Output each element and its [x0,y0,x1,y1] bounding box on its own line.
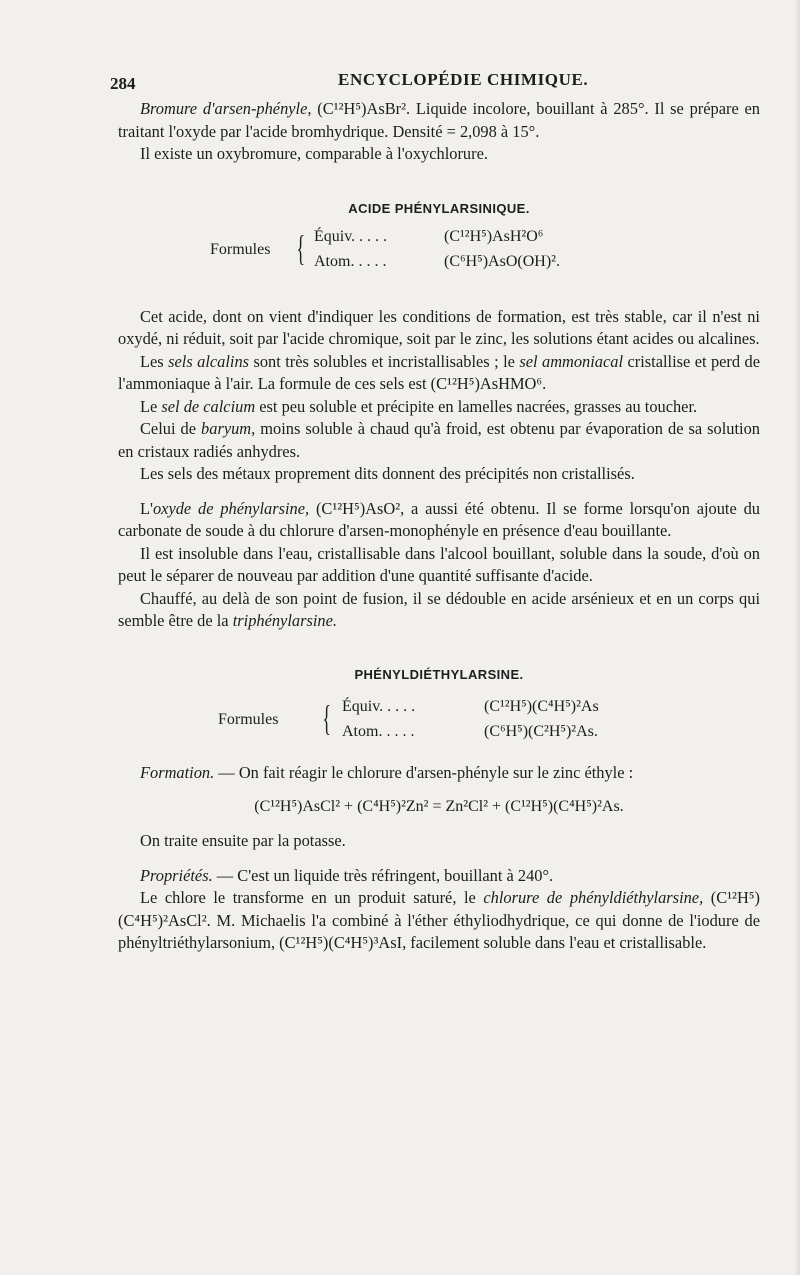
text-run: cristallise et perd de l'ammoniaque à l'air. La formule de ces sels est (C¹²H⁵)AsHMO⁶. [118,351,760,393]
text-run: moins soluble à chaud qu'à froid, est obtenu par évaporation de sa solution en cristaux radiés anhydres. [118,419,760,461]
page-number: 284 [110,74,136,93]
paragraph-text: (C¹²H⁵)AsBr². Liquide incolore, bouillant à 285°. Il se prépare en traitant l'oxyde par l'acide bromhydrique. Densité = 2,098 à 15°. [118,99,761,141]
formulas-block [118,698,760,748]
formulas-block [118,228,760,278]
paragraph-chlore [118,887,760,955]
section-title-phenyldiethylarsine: PHÉNYLDIÉTHYLARSINE. [354,666,524,682]
atom-label: Atom. . . . . [314,252,387,270]
italic-term: baryum, [201,419,256,438]
brace-icon: { [296,227,305,268]
paragraph-insoluble: Il est insoluble dans l'eau, cristallisable dans l'alcool bouillant, soluble dans la soude, d'où on peut le séparer de nouveau par addition d'une quantité suffisante d'acide. [118,543,760,585]
text-run: Chauffé, au delà de son point de fusion, il se dédouble en acide arsénieux et en un corps qui semble être de la [118,588,760,630]
formulas-label: Formules [210,240,271,258]
header-title: ENCYCLOPÉDIE CHIMIQUE. [338,70,589,89]
formulas-label: Formules [218,710,279,728]
reaction-equation: (C¹²H⁵)AsCl² + (C⁴H⁵)²Zn² = Zn²Cl² + (C¹²H⁵)(C⁴H⁵)²As. [254,798,624,815]
equiv-label: Équiv. . . . . [314,227,388,245]
paragraph-proprietes [118,865,760,888]
paragraph-sel-calcium [118,396,760,419]
text-run: — C'est un liquide très réfringent, bouillant à 240°. [216,865,554,885]
paragraph-formation [118,762,760,785]
paragraph-potasse: On traite ensuite par la potasse. [140,831,346,850]
atom-formula: (C⁶H⁵)AsO(OH)². [444,252,560,270]
italic-term: oxyde de phénylarsine, [152,498,310,518]
italic-term: chlorure de phényldiéthylarsine, [483,888,704,907]
italic-term: Propriétés. [140,865,213,885]
text-run: Le chlore le transforme en un produit saturé, le [140,888,476,907]
equiv-label: Équiv. . . . . [342,697,416,715]
paragraph-sels-alcalins [118,351,760,396]
atom-formula: (C⁶H⁵)(C²H⁵)²As. [484,722,598,740]
text-run: (C¹²H⁵)(C⁴H⁵)²AsCl². M. Michaelis l'a combiné à l'éther éthyliodhydrique, ce qui donne de l'iodure de phényltriéthylarsonium, (C¹²H⁵)(C⁴H⁵)³AsI, facilement soluble dans l'eau et cristallisable. [118,888,760,952]
running-header [110,70,760,93]
text-run: Le [140,396,158,416]
italic-term: sels alcalins [168,351,250,371]
paragraph-chauffe [118,588,760,633]
compound-name: Bromure d'arsen-phényle, [140,99,312,118]
atom-label: Atom. . . . . [342,722,415,740]
equiv-formula: (C¹²H⁵)(C⁴H⁵)²As [484,697,599,715]
paragraph-metaux: Les sels des métaux proprement dits donnent des précipités non cristallisés. [140,464,635,483]
equiv-formula: (C¹²H⁵)AsH²O⁶ [444,227,544,245]
section-title-acide-phenylarsinique: ACIDE PHÉNYLARSINIQUE. [348,200,530,216]
brace-icon: { [322,697,331,738]
italic-term: Formation. [140,762,215,782]
text-run: est peu soluble et précipite en lamelles nacrées, grasses au toucher. [259,396,698,416]
paragraph-stability: Cet acide, dont on vient d'indiquer les conditions de formation, est très stable, car il n'est ni oxydé, ni réduit, soit par l'acide chromique, soit par le zinc, les solutions étant acides ou alcalines. [118,306,760,348]
italic-term: sel ammoniacal [519,351,624,371]
paragraph-oxybromure: Il existe un oxybromure, comparable à l'oxychlorure. [140,144,488,163]
text-run: Les [140,351,164,371]
italic-term: sel de calcium [161,396,256,416]
text-run: L' [140,498,153,518]
text-run: Celui de [140,419,197,438]
text-run: sont très solubles et incristallisables ; le [253,351,515,371]
paragraph-oxyde [118,498,760,543]
paragraph-bromure [118,98,760,143]
italic-term: triphénylarsine. [232,611,337,630]
text-run: (C¹²H⁵)AsO², a aussi été obtenu. Il se forme lorsqu'on ajoute du carbonate de soude à du chlorure d'arsen-monophényle en présence d'eau bouillante. [118,498,760,540]
paragraph-baryum [118,418,760,463]
text-run: — On fait réagir le chlorure d'arsen-phényle sur le zinc éthyle : [218,762,634,782]
